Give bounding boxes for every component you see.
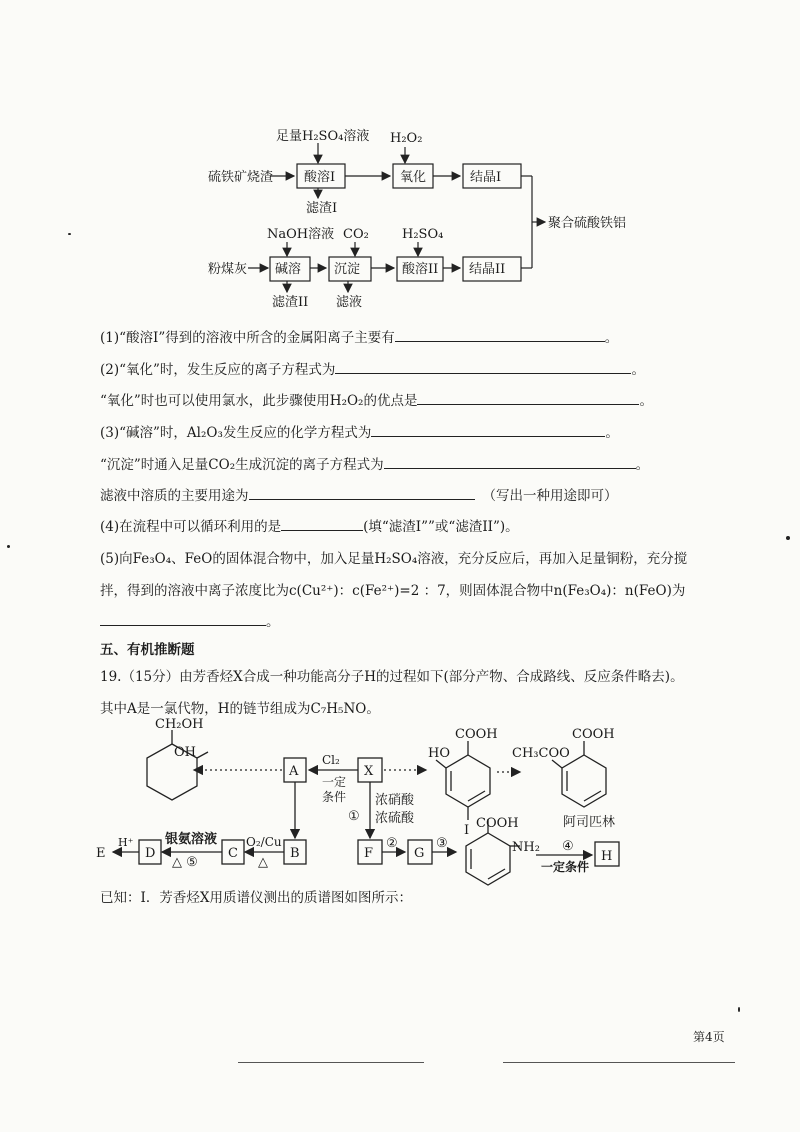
question-4-text: (4)在流程中可以循环利用的是 [100,519,282,535]
label-C: C [228,846,238,861]
label-D: D [145,846,156,861]
flow-label-oxidize: 氧化 [400,170,427,185]
flow-reagent-co2: CO₂ [343,227,369,242]
question-19-line2: 其中A是一氯代物，H的链节组成为C₇H₅NO。 [100,701,380,717]
label-oh: OH [174,745,196,760]
step-number-3: ③ [436,836,448,851]
label-E: E [96,846,106,861]
label-iodo: I [464,823,470,838]
scan-speck [68,233,71,235]
label-B: B [290,846,300,861]
reagent-hno3: 浓硝酸 [375,793,415,808]
section-title: 五、有机推断题 [100,642,195,658]
reagent-silver-ammonia: 银氨溶液 [165,832,218,847]
label-cooh-1: COOH [455,727,498,742]
step-number-4: ④ [562,839,574,854]
question-3a-text: (3)“碱溶”时，Al₂O₃发生反应的化学方程式为 [100,425,372,441]
label-ch2oh: CH₂OH [155,717,204,732]
period-mark: 。 [639,393,653,409]
label-aspirin: 阿司匹林 [563,815,616,830]
question-1-text: (1)“酸溶I”得到的溶液中所含的金属阳离子主要有 [100,330,395,346]
period-mark: 。 [604,330,619,346]
step-number-1: ① [348,809,360,824]
label-ho: HO [428,746,450,761]
flow-reagent-naoh: NaOH溶液 [267,227,335,242]
label-ch3coo: CH₃COO [512,746,570,761]
label-G: G [414,846,425,861]
condition-line1: 一定 [322,775,347,789]
flow-reagent-h2o2: H₂O₂ [390,131,423,146]
benzene-ring-anthranilic [466,833,510,885]
question-2a-text: (2)“氧化”时，发生反应的离子方程式为 [100,362,336,378]
flow-filtrate: 滤液 [336,295,363,310]
question-3b-text: “沉淀”时通入足量CO₂生成沉淀的离子方程式为 [100,457,384,473]
question-3c-text: 滤液中溶质的主要用途为 [100,488,249,504]
condition-delta-5: △ ⑤ [172,855,198,870]
footer-rule-right [503,1062,735,1063]
reagent-cl2: Cl₂ [322,753,340,767]
flow-reagent-h2so4-excess: 足量H₂SO₄溶液 [276,129,370,144]
scan-speck [786,536,790,540]
question-5a: (5)向Fe₃O₄、FeO的固体混合物中，加入足量H₂SO₄溶液，充分反应后，再加入足量铜粉，充分搅 [100,551,688,567]
condition-delta: △ [258,855,268,870]
benzene-ring-aspirin [562,755,606,807]
label-X: X [364,764,374,779]
flow-label-cryst1: 结晶I [470,170,502,185]
label-A: A [289,764,299,779]
period-mark: 。 [605,425,619,441]
flow-waste1: 滤渣I [306,201,338,216]
question-5b: 拌，得到的溶液中离子浓度比为c(Cu²⁺)：c(Fe²⁺)=2 ：7，则固体混合物中n(Fe₃O₄)：n(FeO)为 [100,583,686,599]
label-H: H [601,849,613,864]
known-info: 已知：I．芳香烃X用质谱仪测出的质谱图如图所示： [100,890,412,906]
reagent-h2so4: 浓硫酸 [375,811,415,826]
reagent-hplus: H⁺ [118,836,134,849]
flow-reagent-h2so4: H₂SO₄ [402,227,444,242]
scan-speck [7,545,10,548]
benzene-ring-iodo-salicylic [446,755,490,807]
reagent-o2cu: O₂/Cu [246,835,282,849]
flow-source-slag: 硫铁矿烧渣 [208,170,274,185]
flow-source-flyash: 粉煤灰 [208,262,248,277]
step-number-2: ② [386,836,398,851]
flow-waste2: 滤渣II [272,295,309,310]
flow-label-acid1: 酸溶I [304,170,336,185]
question-19-line1: 19.（15分）由芳香烃X合成一种功能高分子H的过程如下(部分产物、合成路线、反应条件略去)。 [100,669,684,685]
question-4-note: (填“滤渣I””或“滤渣II”)。 [363,519,519,535]
flow-label-alkali: 碱溶 [275,262,302,277]
flow-label-acid2: 酸溶II [402,262,439,277]
label-cooh-3: COOH [476,816,519,831]
flow-label-precip: 沉淀 [334,262,361,277]
label-cooh-2: COOH [572,727,615,742]
footer-rule-left [238,1062,424,1063]
period-mark: 。 [635,457,650,473]
period-mark: 。 [266,614,280,630]
condition-line2: 条件 [322,790,347,804]
condition-4: 一定条件 [541,860,590,874]
label-F: F [364,846,374,861]
label-nh2: NH₂ [512,840,540,855]
question-3c-note: （写出一种用途即可） [482,488,618,504]
flow-product: 聚合硫酸铁铝 [548,216,627,231]
period-mark: 。 [631,362,645,378]
scan-speck [738,1007,740,1012]
flow-label-cryst2: 结晶II [469,262,506,277]
page-label: 第4页 [693,1030,725,1044]
question-2b-text: “氧化”时也可以使用氯水，此步骤使用H₂O₂的优点是 [100,393,418,409]
